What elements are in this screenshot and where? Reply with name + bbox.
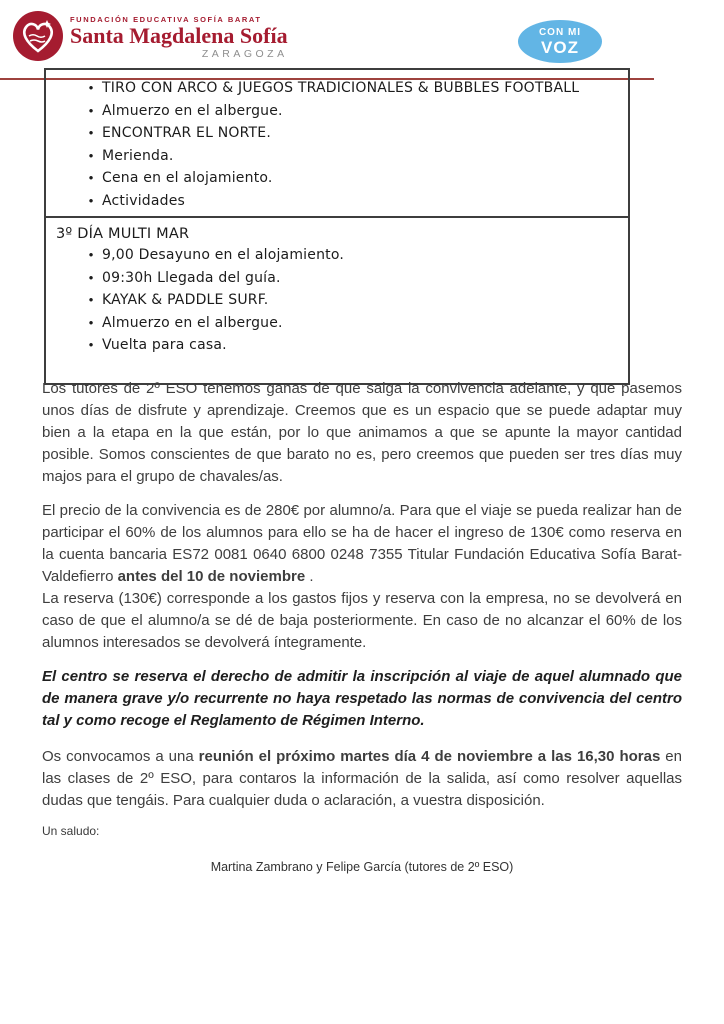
- bullet-text: Almuerzo en el albergue.: [102, 314, 283, 331]
- bullet-icon: •: [88, 192, 94, 208]
- itinerary-table: [44, 68, 630, 385]
- bullet-icon: •: [88, 314, 94, 330]
- bullet-text: ENCONTRAR EL NORTE.: [102, 125, 271, 141]
- bullet-text: Merienda.: [102, 147, 174, 164]
- bullet-text: Vuelta para casa.: [102, 337, 227, 353]
- day3-title: 3º DÍA MULTI MAR: [56, 226, 190, 242]
- paragraph-rules: [42, 666, 682, 732]
- bullet-icon: •: [88, 337, 94, 352]
- bullet-icon: •: [88, 247, 94, 262]
- school-logo-text: [70, 10, 288, 60]
- foundation-name: FUNDACIÓN EDUCATIVA SOFÍA BARAT: [70, 15, 262, 24]
- bullet-item: [54, 122, 620, 145]
- bullet-icon: •: [88, 102, 94, 118]
- bullet-icon: •: [88, 292, 94, 307]
- text-segment: Os convocamos a una: [42, 748, 199, 765]
- bullet-item: [54, 244, 620, 267]
- paragraph-intro: [42, 378, 682, 488]
- bullet-icon: •: [88, 170, 94, 185]
- paragraph-price: [42, 500, 682, 588]
- closing-text: Un saludo:: [42, 824, 100, 838]
- table-row-day2-continued: [46, 70, 628, 216]
- con-mi-voz-badge: [518, 20, 602, 63]
- bullet-text: KAYAK & PADDLE SURF.: [102, 292, 269, 308]
- bullet-icon: •: [88, 80, 94, 95]
- bullet-text: TIRO CON ARCO & JUEGOS TRADICIONALES & BUBBLES FOOTBALL: [102, 80, 580, 96]
- bullet-item: [54, 190, 620, 213]
- bullet-item: [54, 267, 620, 290]
- text-segment: El centro se reserva el derecho de admitir la inscripción al viaje de aquel alumnado que de manera grave y/o recurrente no haya respetado las normas de convivencia del centro tal y como recoge el Reglamento de Régimen Interno.: [42, 668, 682, 729]
- bullet-icon: •: [88, 147, 94, 163]
- bullet-text: Actividades: [102, 192, 186, 209]
- bullet-text: 09:30h Llegada del guía.: [102, 269, 281, 286]
- bullet-item: [54, 334, 620, 357]
- bullet-text: 9,00 Desayuno en el alojamiento.: [102, 247, 345, 263]
- text-segment: en las clases de 2º ESO, para contaros la información de la salida, así como resolver aquellas dudas que tengáis. Para cualquier duda o aclaración, a vuestra disposición.: [42, 748, 682, 809]
- day2-bullet-list: [54, 77, 620, 212]
- text-segment: .: [305, 568, 314, 585]
- day3-bullet-list: [54, 244, 620, 357]
- text-segment: reunión el próximo martes día 4 de noviembre a las 16,30 horas: [198, 748, 661, 765]
- school-name: Santa Magdalena Sofía: [70, 23, 288, 48]
- letter-body: [42, 378, 682, 874]
- bullet-item: [54, 100, 620, 123]
- signature-text: Martina Zambrano y Felipe García (tutores de 2º ESO): [210, 860, 514, 874]
- paragraph-reserva: [42, 588, 682, 654]
- text-segment: La reserva (130€) corresponde a los gastos fijos y reserva con la empresa, no se devolverá en caso de que el alumno/a se dé de baja posteriormente. En caso de no alcanzar el 60% de los alumnos interesados se devolverá íntegramente.: [42, 590, 682, 651]
- school-logo: [12, 10, 288, 62]
- table-row-day3: [46, 216, 628, 383]
- bullet-text: Almuerzo en el albergue.: [102, 102, 283, 119]
- bullet-item: [54, 167, 620, 190]
- school-city: ZARAGOZA: [201, 48, 288, 60]
- bullet-item: [54, 289, 620, 312]
- bullet-item: [54, 77, 620, 100]
- school-logo-icon: [12, 10, 64, 62]
- badge-line2: VOZ: [541, 37, 579, 57]
- bullet-icon: •: [88, 125, 94, 140]
- bullet-text: Cena en el alojamiento.: [102, 170, 273, 186]
- paragraph-meeting: [42, 746, 682, 812]
- bullet-icon: •: [88, 269, 94, 285]
- text-segment: Los tutores de 2º ESO tenemos ganas de que salga la convivencia adelante, y que pasemos unos días de disfrute y aprendizaje. Creemos que es un espacio que se puede adaptar muy bien a la etapa en la que están, por lo que animamos a que se apunte la mayor cantidad posible. Somos conscientes de que barato no es, pero creemos que pueden ser tres días muy majos para el grupo de chavales/as.: [42, 380, 682, 485]
- text-segment: antes del 10 de noviembre: [117, 568, 306, 585]
- bullet-item: [54, 145, 620, 168]
- bullet-item: [54, 312, 620, 335]
- badge-line1: CON MI: [538, 26, 582, 38]
- text-segment: El precio de la convivencia es de 280€ por alumno/a. Para que el viaje se pueda realizar han de participar el 60% de los alumnos para ello se ha de hacer el ingreso de 130€ como reserva en la cuenta bancaria ES72 0081 0640 6800 0248 7355 Titular Fundación Educativa Sofía Barat-Valdefierro: [42, 502, 682, 585]
